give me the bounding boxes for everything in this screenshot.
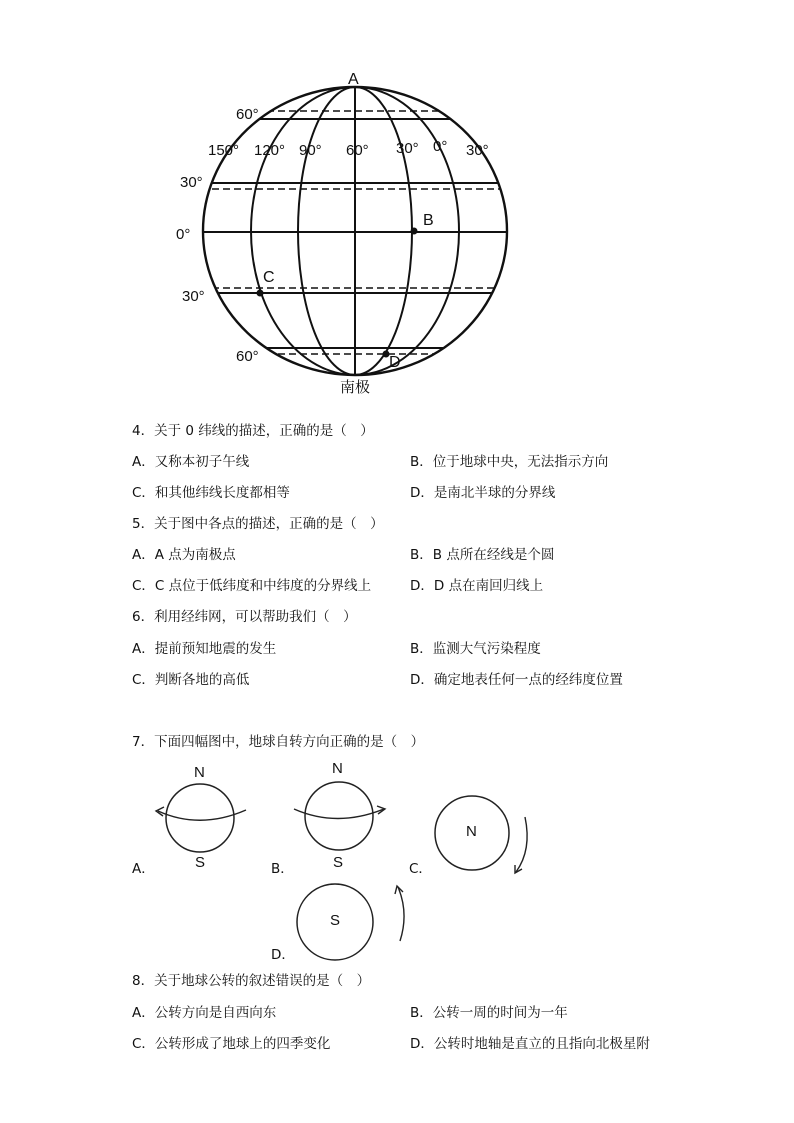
lon-30w-label: 30°	[466, 142, 489, 159]
rotation-fig-c	[435, 796, 527, 873]
fig-a-s-label: S	[195, 854, 206, 871]
q8-option-d: D．公转时地轴是直立的且指向北极星附	[410, 1036, 650, 1052]
lat-30s-label: 30°	[182, 288, 205, 305]
lon-120-label: 120°	[254, 142, 286, 159]
point-c-label: C	[263, 269, 275, 286]
fig-b-n-label: N	[332, 760, 343, 777]
fig-a-option-label: A．	[132, 861, 155, 877]
rotation-fig-a	[156, 784, 246, 852]
rotation-arrow-d	[398, 887, 404, 941]
rotation-fig-b	[294, 782, 385, 850]
question-8-stem: 8．关于地球公转的叙述错误的是（ ）	[132, 973, 371, 989]
pole-south-label: 南极	[340, 379, 371, 396]
fig-c-center-label: N	[466, 823, 477, 840]
q8-option-a: A．公转方向是自西向东	[132, 1005, 277, 1021]
lon-90-label: 90°	[299, 142, 322, 159]
point-b-dot	[411, 228, 418, 235]
q6-option-a: A．提前预知地震的发生	[132, 641, 277, 657]
q4-option-d: D．是南北半球的分界线	[410, 485, 556, 501]
question-7-stem: 7．下面四幅图中，地球自转方向正确的是（ ）	[132, 734, 425, 750]
q8-option-b: B．公转一周的时间为一年	[410, 1005, 568, 1021]
lon-60-label: 60°	[346, 142, 369, 159]
rotation-arrow-c	[516, 817, 527, 872]
point-c-dot	[257, 290, 264, 297]
q5-option-a: A．A 点为南极点	[132, 547, 236, 563]
rotation-fig-d	[297, 884, 404, 960]
globe-diagram	[0, 0, 794, 410]
point-d-label: D	[389, 354, 401, 371]
pole-a-label: A	[348, 71, 359, 88]
point-b-label: B	[423, 212, 434, 229]
lat-60n-label: 60°	[236, 106, 259, 123]
q6-option-b: B．监测大气污染程度	[410, 641, 541, 657]
lon-0-label: 0°	[433, 138, 448, 155]
fig-d-center-label: S	[330, 912, 341, 929]
question-6-stem: 6．利用经纬网，可以帮助我们（ ）	[132, 609, 357, 625]
q5-option-c: C．C 点位于低纬度和中纬度的分界线上	[132, 578, 372, 594]
q8-option-c: C．公转形成了地球上的四季变化	[132, 1036, 331, 1052]
lat-30n-label: 30°	[180, 174, 203, 191]
q6-option-c: C．判断各地的高低	[132, 672, 250, 688]
lat-0-label: 0°	[176, 226, 191, 243]
rotation-figures	[0, 755, 794, 965]
question-4-stem: 4．关于 0 纬线的描述，正确的是（ ）	[132, 423, 374, 439]
q4-option-b: B．位于地球中央，无法指示方向	[410, 454, 609, 470]
lon-30e-label: 30°	[396, 140, 419, 157]
fig-d-option-label: D．	[271, 947, 295, 963]
question-5-stem: 5．关于图中各点的描述，正确的是（ ）	[132, 516, 384, 532]
rotation-arrow-b	[294, 809, 384, 819]
fig-a-n-label: N	[194, 764, 205, 781]
fig-c-option-label: C．	[409, 861, 432, 877]
q5-option-b: B．B 点所在经线是个圆	[410, 547, 555, 563]
fig-b-s-label: S	[333, 854, 344, 871]
fig-b-option-label: B．	[271, 861, 294, 877]
q5-option-d: D．D 点在南回归线上	[410, 578, 544, 594]
q6-option-d: D．确定地表任何一点的经纬度位置	[410, 672, 623, 688]
globe-grid	[190, 80, 520, 380]
q4-option-a: A．又称本初子午线	[132, 454, 250, 470]
lon-150-label: 150°	[208, 142, 240, 159]
lat-60s-label: 60°	[236, 348, 259, 365]
q4-option-c: C．和其他纬线长度都相等	[132, 485, 290, 501]
